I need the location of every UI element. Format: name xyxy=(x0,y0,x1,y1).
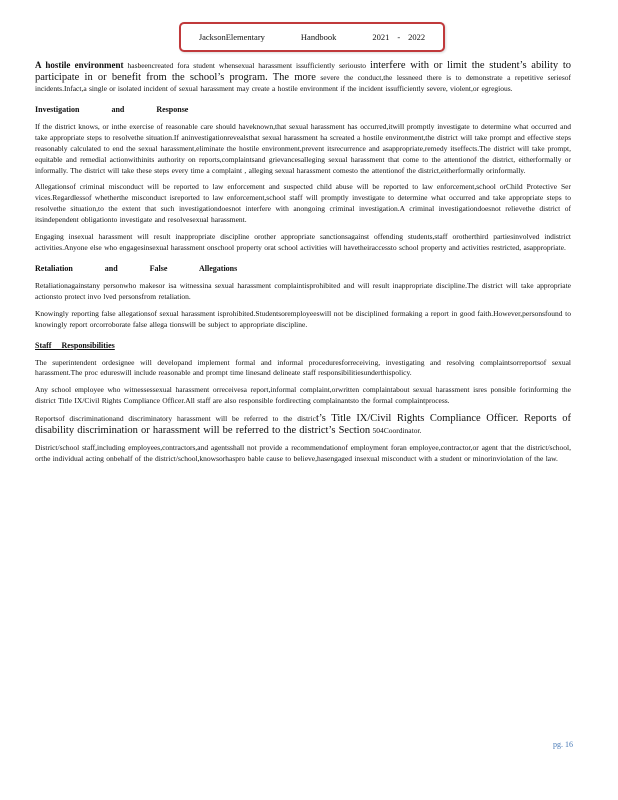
year-end: 2022 xyxy=(408,32,426,42)
retaliation-heading: Retaliation and False Allegations xyxy=(35,263,238,273)
retaliation-paragraph: Retaliationagainstany personwho makesor isa witnessina sexual harassment complaintisprohibited and will result inappropriate discipline.The district will take appropriate actionsto protect invo lved personsfrom retaliation. xyxy=(35,280,571,301)
referral-text: Reportsof discriminationand discriminatory harassment will be referred to the distric xyxy=(35,414,316,424)
investigation-paragraph: If the district knows, or inthe exercise of reasonable care should haveknown,that sexual harassment has occurred,itwill promptly investigate to determine what occurred and take appropriate steps to resolvethe situation.If aninvestigationrevealsthat sexual harassment ha screated a hostile environment,the district will take prompt and effective steps reasonably calculated to end the sexual harassment,eliminate the hostile environment,prevent itsrecurrence and asappropriate,remedy itseffects.The district will take prompt, equitable and remedial actionwithinits authority on reports,complaintsand grievancesalleging sexual harassment that come to the attentionof the district, eitherformally or informally. The district will take these steps every time a complaint , alleging sexual harassment comesto the attentionof the district,eitherformally orinformally. xyxy=(35,121,571,175)
handbook-label: Handbook xyxy=(300,32,337,42)
handbook-body xyxy=(35,60,571,471)
hostile-environment-lead: A hostile environment xyxy=(35,60,124,70)
hostile-environment-paragraph xyxy=(35,60,571,95)
staff-responsibilities-heading: Staff Responsibilities xyxy=(35,340,115,350)
discipline-paragraph: Engaging insexual harassment will result inappropriate discipline orother appropriate sanctionsagainst offending students,staff orotherthird partiesinvolved indistrict activities.Anyone else who engagesinsexual harassment onschool property orat school activities will havetheiraccessto school property and activities restricted, asappropriate. xyxy=(35,232,571,252)
hostile-environment-text: hasbeencreated fora student whensexual harassment issufficiently seriousto xyxy=(127,61,367,70)
criminal-misconduct-paragraph: Allegationsof criminal misconduct will be reported to law enforcement and suspected child abuse will be reported to law enforcement,school orChild Protective Ser vices.Regardlessof whetherthe misconduct isreported to law enforcement,school staff will promptly investigate to determine what occurred and take appropriate steps to resolvethe situation,to the extent that such investigationdoesnot interfere with anongoing criminal investigation.A criminal investigationdoesnot relievethe district of itsindependent obligationto investigate and resolvesexual harassment. xyxy=(35,182,571,225)
referral-end: 504Coordinator. xyxy=(372,426,422,436)
investigation-heading: Investigation and Response xyxy=(35,104,189,114)
page-number: pg. 16 xyxy=(553,740,573,749)
superintendent-paragraph: The superintendent ordesignee will developand implement formal and informal proceduresforreceiving, investigating and resolving complaintsorreportsof sexual harassment.The proc edureswill include reasonable and prompt time linesand delineate staff responsibilitiesunderthispolicy. xyxy=(35,357,571,378)
school-name: JacksonElementary xyxy=(198,32,265,42)
year-dash: - xyxy=(397,32,401,42)
recommendation-paragraph: District/school staff,including employees,contractors,and agentsshall not provide a recommendationof employment foran employee,contractor,or agent that the district/school, orthe individual acting onbehalf of the district/school,knowsorhaspro bable cause to believe,hasengaged insexual misconduct with a student or minorinviolation of the law. xyxy=(35,443,571,464)
hostile-environment-end: severe the conduct,the lessneed there is to demonstrate a repetitive seriesof incidents.Infact,a single or isolated incident of sexual harassment may create a hostile environment if the incident issufficiently severe, violent,or egregious. xyxy=(35,73,571,93)
false-allegations-paragraph: Knowingly reporting false allegationsof sexual harassment isprohibited.Studentsoremployeeswill not be disciplined formaking a report in good faith.However,personsfound to knowingly report orcorroborate false allega tionswill be subject to appropriate discipline. xyxy=(35,308,571,329)
employee-reporting-paragraph: Any school employee who witnessessexual harassment orreceivesa report,informal complaint,orwritten complaintabout sexual harassment isres ponsible forinforming the district Title IX/Civil Rights Compliance Officer.All staff are also responsible fordirecting complainantsto the formal complaintprocess. xyxy=(35,385,571,406)
year-start: 2021 xyxy=(372,32,390,42)
referral-paragraph xyxy=(35,413,571,437)
hostile-environment-large-text: interfere with or limit the student’s ability to participate in or benefit from the school’s program. The more xyxy=(35,60,571,83)
handbook-header xyxy=(179,22,445,52)
referral-large-text: t’s Title IX/Civil Rights Compliance Officer. Reports of disability discrimination or harassment will be referred to the district’s Section xyxy=(35,413,571,437)
